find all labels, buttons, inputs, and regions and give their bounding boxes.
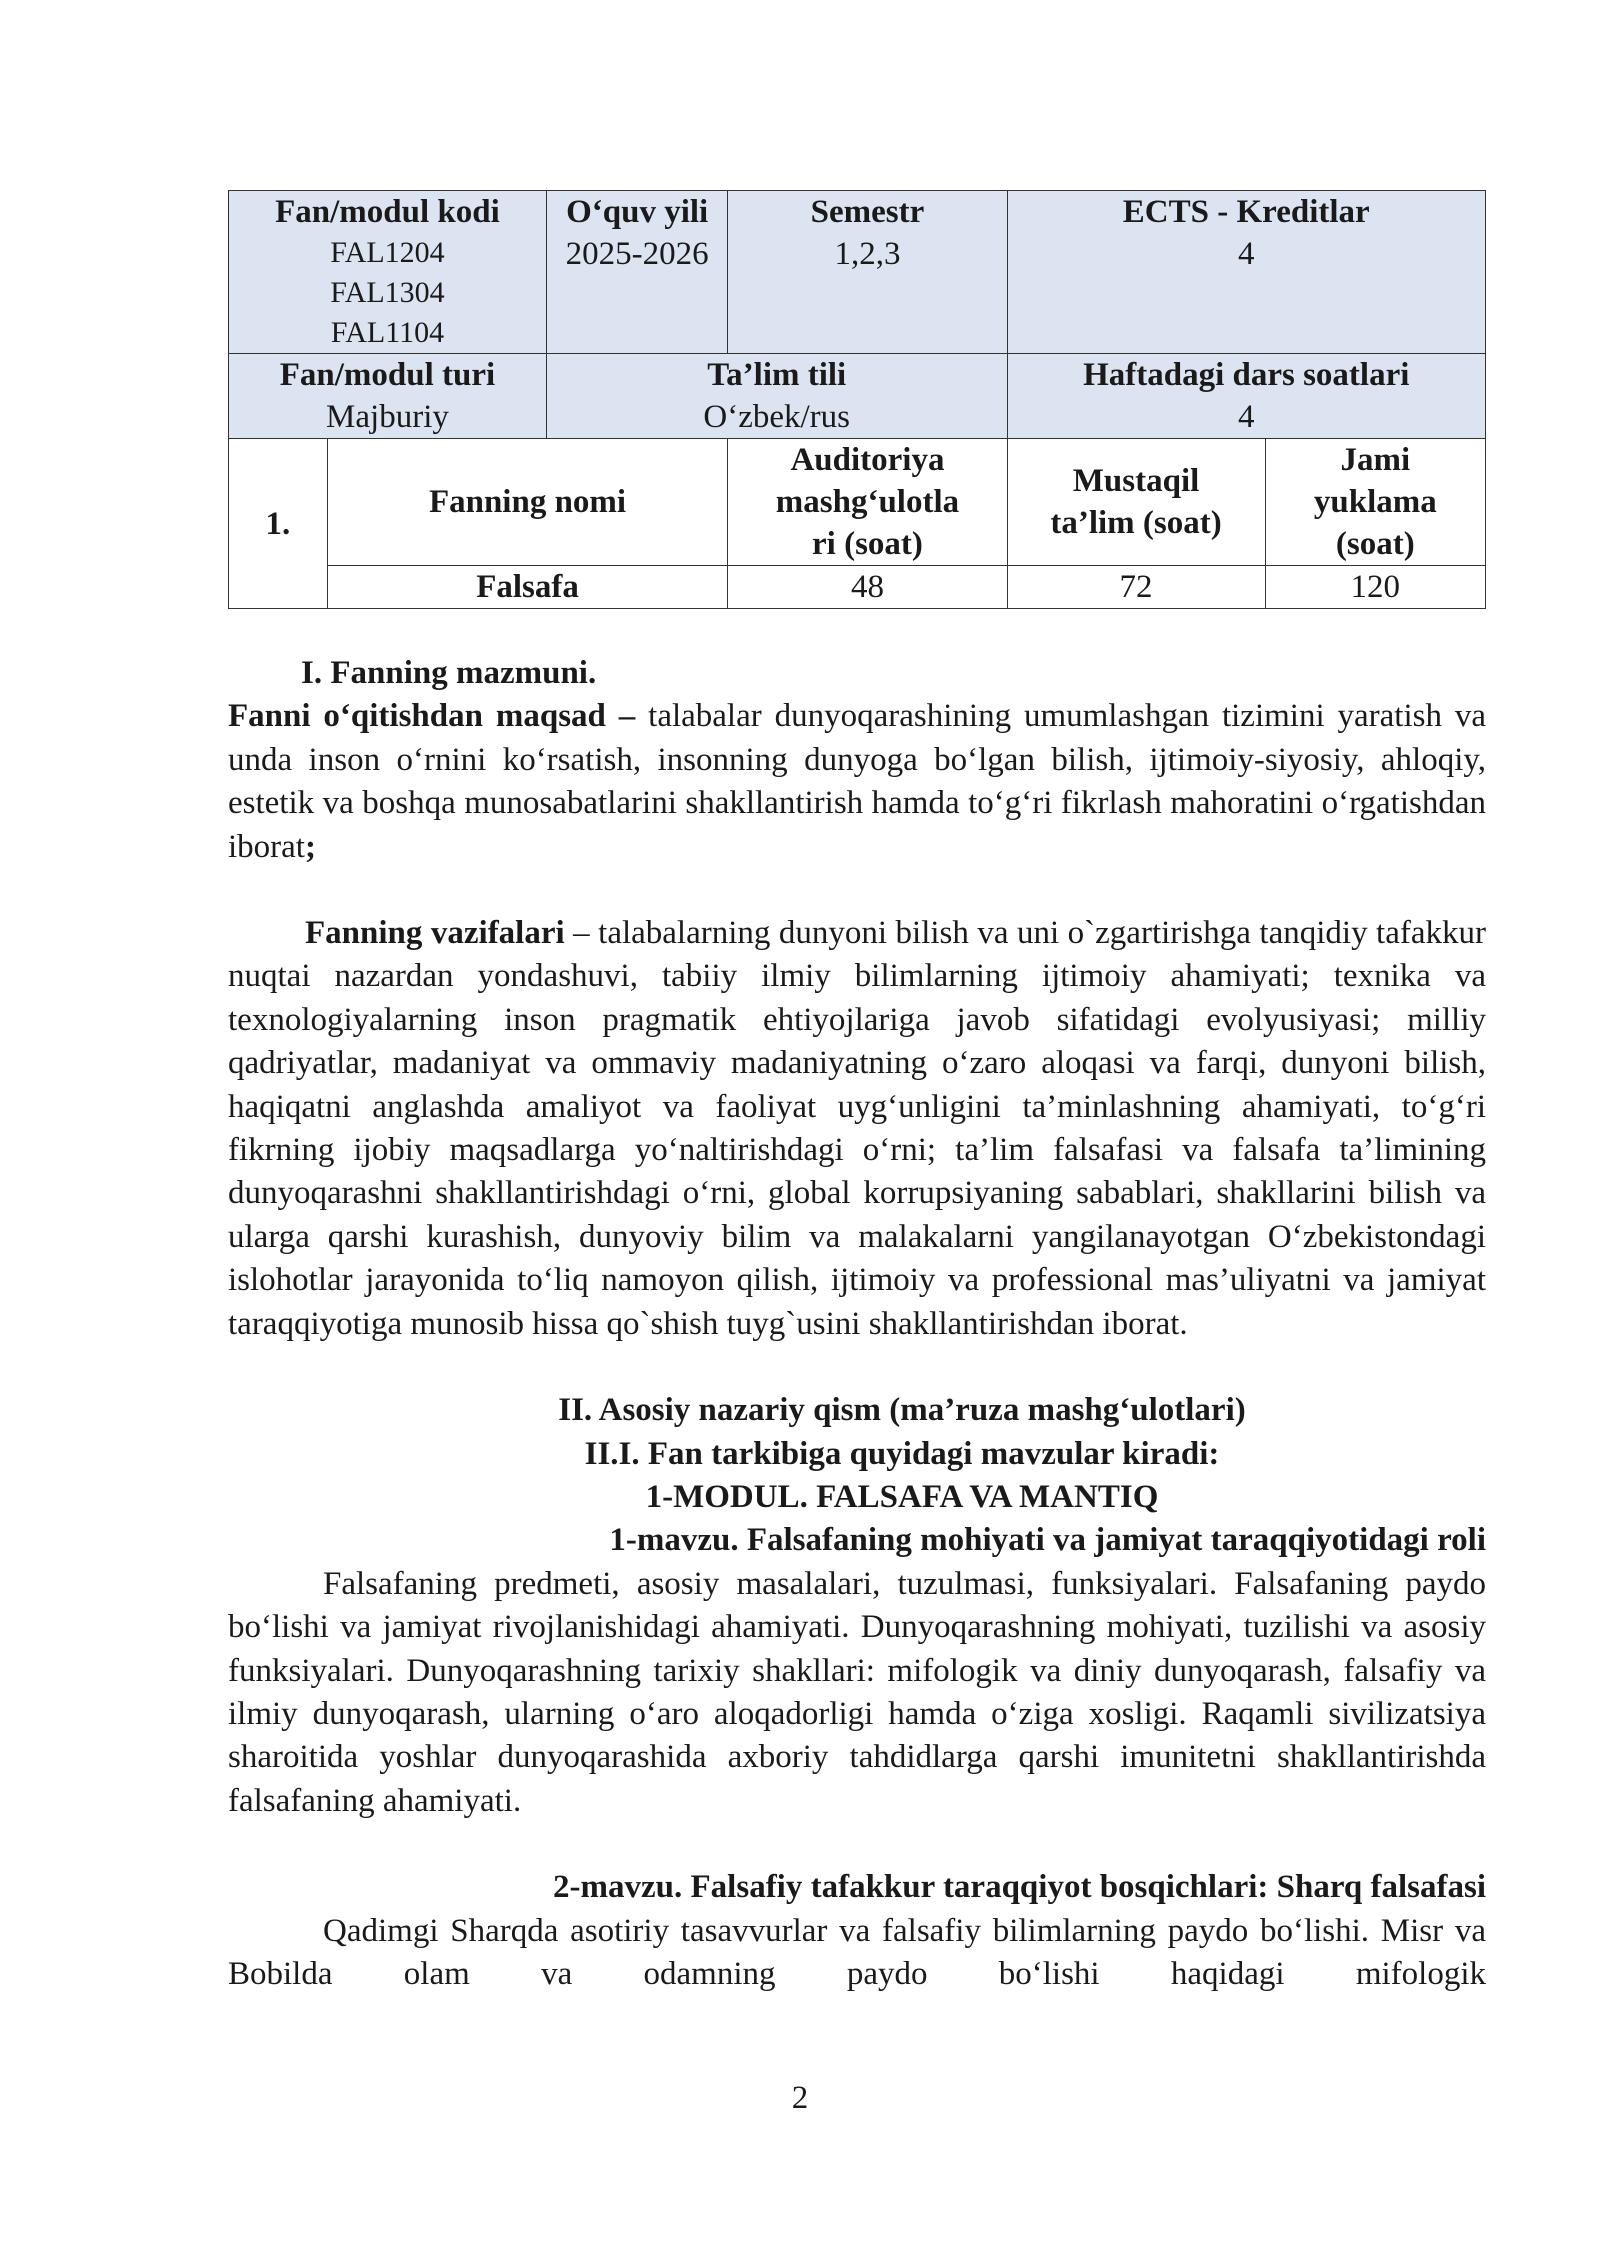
type-value: Majburiy (326, 399, 449, 435)
ects-header: ECTS - Kreditlar (1122, 194, 1370, 230)
section-2-subtitle: II.I. Fan tarkibiga quyidagi mavzular kiradi: (584, 1435, 1220, 1472)
topic-1-text: Falsafaning predmeti, asosiy masalalari, tuzulmasi, funksiyalari. Falsafaning paydo bo‘lishi va jamiyat rivojlanishidagi ahamiyati. Dunyoqarashning mohiyati, tuzilishi va asosiy funksiyalari. Dunyoqarashning tarixiy shakllari: mifologik va diniy dunyoqarash, falsafiy va ilmiy dunyoqarash, ularning o‘aro aloqadorligi hamda o‘ziga xosligi. Raqamli sivilizatsiya sharoitida yoshlar dunyoqarashida axboriy tahdidlarga qarshi imunitetni shakllantirishda falsafaning ahamiyati. (228, 1565, 1486, 1819)
total-hours: 120 (1265, 566, 1485, 609)
total-header (1265, 439, 1485, 566)
page-number: 2 (791, 2080, 809, 2116)
semester-cell (728, 191, 1007, 354)
table-row (229, 566, 1486, 609)
hours-value: 4 (1238, 399, 1255, 435)
code-value: FAL1304 (330, 276, 445, 309)
hours-cell (1007, 354, 1486, 439)
table-row (229, 354, 1486, 439)
document-page (228, 190, 1486, 1996)
year-value: 2025-2026 (565, 236, 709, 272)
total-header-line: (soat) (1335, 526, 1415, 562)
tasks-paragraph (228, 912, 1486, 1346)
tasks-label: Fanning vazifalari (305, 915, 565, 952)
total-header-line: Jami (1340, 442, 1411, 478)
ects-value: 4 (1238, 236, 1255, 272)
independent-header (1007, 439, 1265, 566)
topic-2-text: Qadimgi Sharqda asotiriy tasavvurlar va falsafiy bilimlarning paydo bo‘lishi. Misr va Bobilda olam va odamning paydo bo‘lishi haqidagi mifologik (228, 1912, 1486, 1992)
topic-2-title: 2-mavzu. Falsafiy tafakkur taraqqiyot bosqichlari: Sharq falsafasi (553, 1869, 1486, 1906)
independent-header-line: ta’lim (soat) (1050, 505, 1222, 541)
tasks-text: – talabalarning dunyoni bilish va uni o`zgartirishga tanqidiy tafakkur nuqtai nazardan yondashuvi, tabiiy ilmiy bilimlarning ijtimoiy ahamiyati; texnika va texnologiyalarning inson pragmatik ehtiyojlariga javob sifatidagi evolyusiyasi; milliy qadriyatlar, madaniyat va ommaviy madaniyatning o‘zaro aloqasi va farqi, dunyoni bilish, haqiqatni anglashda amaliyot va faoliyat uyg‘unligini ta’minlashning ahamiyati, to‘g‘ri fikrning ijobiy maqsadlarga yo‘naltirishdagi o‘rni; ta’lim falsafasi va falsafa ta’limining dunyoqarashni shakllantirishdagi o‘rni, global korrupsiyaning sabablari, shakllarini bilish va ularga qarshi kurashish, dunyoviy bilim va malakalarni yangilanayotgan O‘zbekistondagi islohotlar jarayonida to‘liq namoyon qilish, ijtimoiy va professional mas’uliyatni va jamiyat taraqqiyotiga munosib hissa qo`shish tuyg`usini shakllantirishdan iborat. (228, 915, 1486, 1342)
auditorium-header-line: mashg‘ulotla (775, 484, 960, 520)
code-header: Fan/modul kodi (275, 194, 500, 230)
language-value: O‘zbek/rus (703, 399, 851, 435)
goal-text: talabalar dunyoqarashining umumlashgan tizimini yaratish va unda inson o‘rnini ko‘rsatish, insonning dunyoga bo‘lgan bilish, ijtimoiy-siyosiy, ahloqiy, estetik va boshqa munosabatlarini shakllantirish hamda to‘g‘ri fikrlash mahoratini o‘rgatishdan iborat (228, 698, 1486, 865)
table-row (229, 439, 1486, 566)
hours-header: Haftadagi dars soatlari (1083, 357, 1410, 393)
goal-end: ; (304, 828, 316, 865)
code-cell (229, 191, 547, 354)
auditorium-header (728, 439, 1007, 566)
semester-header: Semestr (810, 194, 925, 230)
independent-hours: 72 (1007, 566, 1265, 609)
section-1-title: I. Fanning mazmuni. (301, 655, 597, 691)
subject-name: Falsafa (327, 566, 728, 609)
name-header: Fanning nomi (327, 439, 728, 566)
year-cell (546, 191, 728, 354)
module-title: 1-MODUL. FALSAFA VA MANTIQ (645, 1478, 1159, 1515)
language-header: Ta’lim tili (707, 357, 847, 393)
independent-header-line: Mustaqil (1072, 463, 1200, 499)
section-2-title: II. Asosiy nazariy qism (ma’ruza mashg‘ulotlari) (558, 1392, 1246, 1429)
auditorium-header-line: ri (soat) (812, 526, 923, 562)
language-cell (546, 354, 1007, 439)
goal-label: Fanni o‘qitishdan maqsad – (228, 698, 636, 735)
table-row (229, 191, 1486, 354)
topic-1-title: 1-mavzu. Falsafaning mohiyati va jamiyat taraqqiyotidagi roli (609, 1522, 1486, 1559)
type-cell (229, 354, 547, 439)
year-header: O‘quv yili (566, 194, 709, 230)
type-header: Fan/modul turi (279, 357, 496, 393)
auditorium-hours: 48 (728, 566, 1007, 609)
ects-cell (1007, 191, 1486, 354)
code-value: FAL1104 (330, 316, 445, 349)
row-number: 1. (229, 439, 328, 609)
semester-value: 1,2,3 (834, 236, 901, 272)
auditorium-header-line: Auditoriya (790, 442, 945, 478)
code-value: FAL1204 (330, 236, 445, 269)
course-info-table (228, 190, 1486, 609)
total-header-line: yuklama (1313, 484, 1437, 520)
goal-paragraph (228, 695, 1486, 869)
